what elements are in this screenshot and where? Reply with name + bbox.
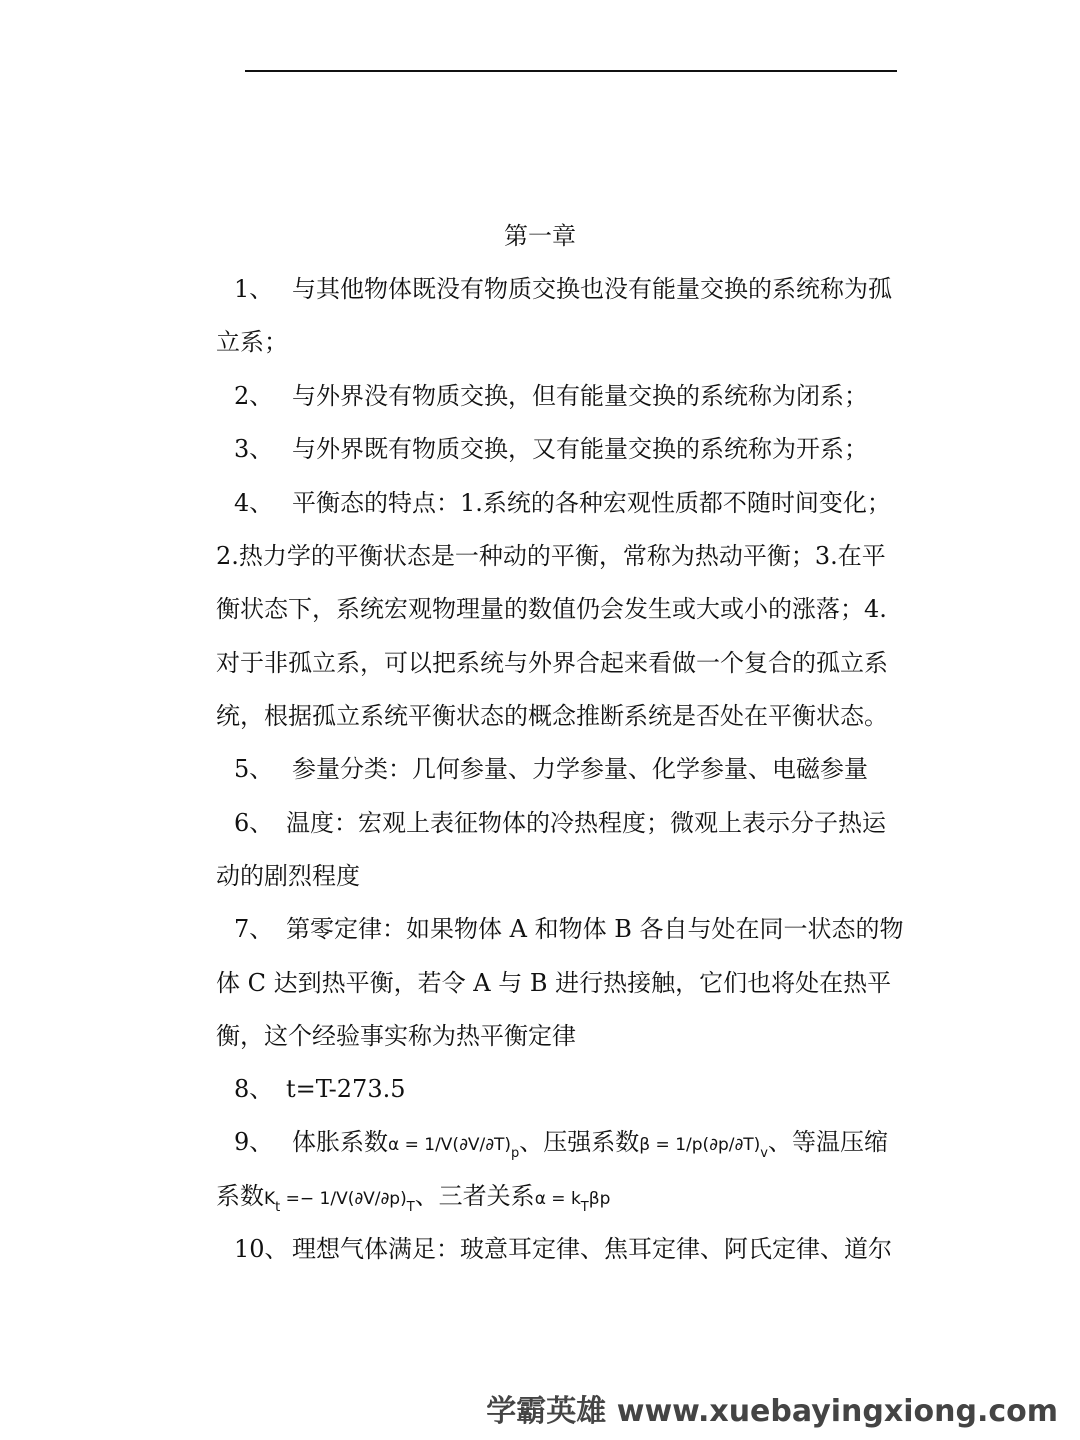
item-number: 3、 — [234, 435, 274, 463]
item-number: 9、 — [234, 1128, 274, 1156]
item-4-line-4: 对于非孤立系，可以把系统与外界合起来看做一个复合的孤立系 — [216, 649, 888, 677]
header-rule — [245, 70, 897, 72]
pressure-coefficient-formula: $\beta = 1/p(\partial p/\partial T)_v$ — [639, 1135, 768, 1161]
item-7-line-2: 体 C 达到热平衡，若令 A 与 B 进行热接触，它们也将处在热平 — [216, 969, 892, 997]
item-3-line-1: 3、 与外界既有物质交换，又有能量交换的系统称为开系； — [216, 431, 868, 467]
item-4-line-3: 衡状态下，系统宏观物理量的数值仍会发生或大或小的涨落；4. — [216, 595, 887, 623]
item-9-line-2: 系数$K_t =- 1/V(\partial V/\partial p)_T$、三者关系$\alpha = k_T\beta p$ — [216, 1182, 611, 1215]
item-1-line-1: 1、 与其他物体既没有物质交换也没有能量交换的系统称为孤 — [216, 271, 892, 307]
item-6-line-2: 动的剧烈程度 — [216, 862, 360, 890]
item-number: 6、 — [234, 809, 274, 837]
item-8-line-1: 8、 t=T-273.5 — [216, 1071, 405, 1107]
item-9-line-1: 9、 体胀系数$\alpha = 1/V(\partial V/\partial T)_p$、压强系数$\beta = 1/p(\partial p/\partial T)_v$、等温压缩 — [216, 1124, 888, 1172]
item-number: 5、 — [234, 755, 274, 783]
item-number: 1、 — [234, 275, 274, 303]
item-1-line-2: 立系； — [216, 328, 288, 356]
item-5-line-1: 5、 参量分类：几何参量、力学参量、化学参量、电磁参量 — [216, 751, 868, 787]
item-number: 4、 — [234, 489, 274, 517]
item-10-line-1: 10、 理想气体满足：玻意耳定律、焦耳定律、阿氏定律、道尔 — [216, 1231, 892, 1267]
relation-formula: $\alpha = k_T\beta p$ — [534, 1189, 611, 1215]
item-2-line-1: 2、 与外界没有物质交换，但有能量交换的系统称为闭系； — [216, 378, 868, 414]
item-4-line-2: 2.热力学的平衡状态是一种动的平衡，常称为热动平衡；3.在平 — [216, 542, 886, 570]
watermark: 学霸英雄 www.xuebayingxiong.com — [486, 1394, 1058, 1429]
compressibility-formula: $K_t =- 1/V(\partial V/\partial p)_T$ — [264, 1189, 415, 1215]
chapter-title: 第一章 — [504, 222, 576, 250]
item-4-line-1: 4、 平衡态的特点：1.系统的各种宏观性质都不随时间变化； — [216, 485, 891, 521]
expansion-coefficient-formula: $\alpha = 1/V(\partial V/\partial T)_p$ — [388, 1135, 520, 1161]
item-7-line-3: 衡，这个经验事实称为热平衡定律 — [216, 1022, 576, 1050]
item-number: 7、 — [234, 915, 274, 943]
item-number: 2、 — [234, 382, 274, 410]
item-number: 8、 — [234, 1075, 274, 1103]
item-number: 10、 — [234, 1235, 289, 1263]
item-7-line-1: 7、 第零定律：如果物体 A 和物体 B 各自与处在同一状态的物 — [216, 911, 903, 947]
item-6-line-1: 6、 温度：宏观上表征物体的冷热程度；微观上表示分子热运 — [216, 805, 886, 841]
item-4-line-5: 统，根据孤立系统平衡状态的概念推断系统是否处在平衡状态。 — [216, 702, 888, 730]
